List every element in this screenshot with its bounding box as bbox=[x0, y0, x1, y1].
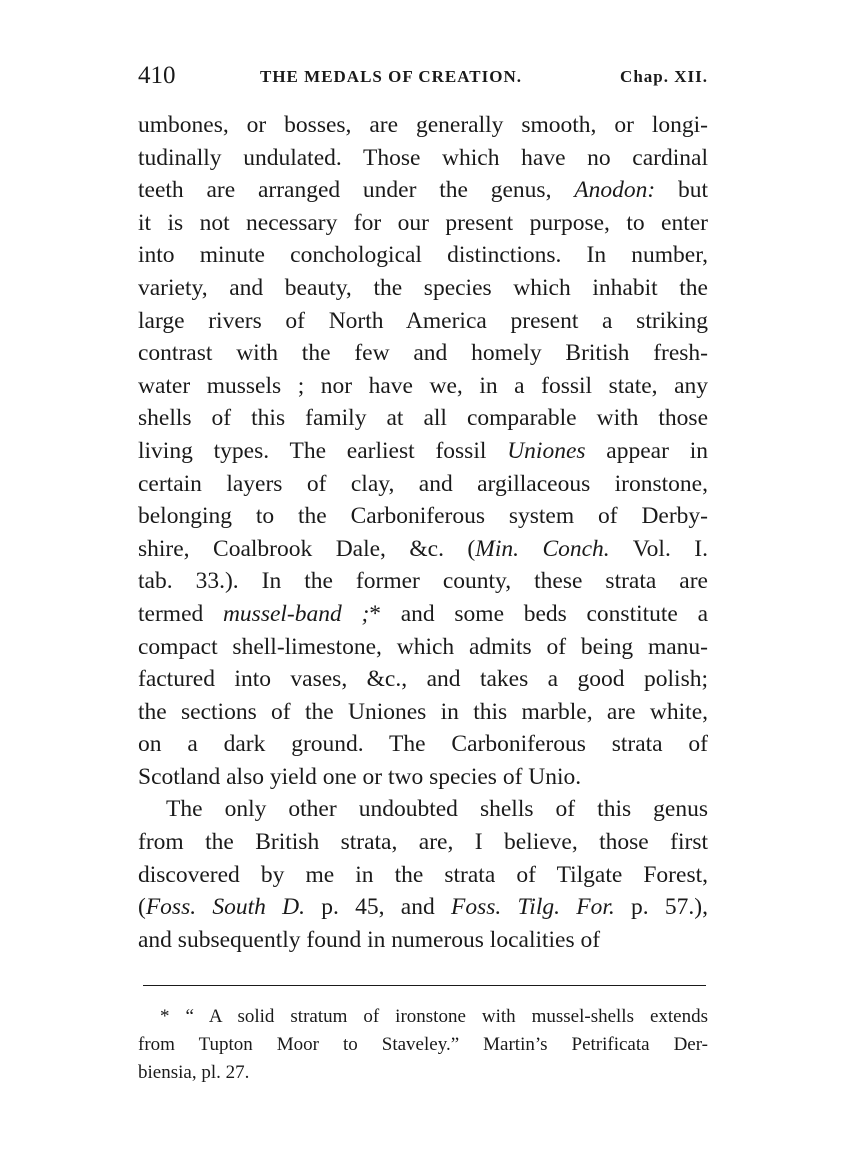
italic-text: Anodon: bbox=[574, 177, 656, 204]
text-segment: the sections of the Uniones in this marble, are white, bbox=[138, 698, 708, 725]
text-segment: umbones, or bosses, are generally smooth, or longi- bbox=[138, 112, 708, 138]
text-segment: belonging to the Carboniferous system of Derby- bbox=[138, 503, 708, 530]
text-segment: into minute conchological distinctions. In number, bbox=[138, 242, 708, 269]
text-segment: p. 45, and bbox=[305, 894, 451, 921]
text-line bbox=[138, 370, 708, 403]
text-line bbox=[138, 663, 708, 696]
text-line bbox=[138, 631, 708, 664]
italic-text: Foss. Tilg. For. bbox=[450, 894, 615, 921]
text-segment: The only other undoubted shells of this genus bbox=[166, 796, 708, 823]
text-segment: and subsequently found in numerous localities of bbox=[138, 926, 601, 953]
footnote-rule bbox=[143, 985, 706, 986]
text-segment: it is not necessary for our present purpose, to enter bbox=[138, 209, 708, 236]
text-line bbox=[138, 174, 708, 207]
footnote-line: biensia, pl. 27. bbox=[138, 1062, 250, 1083]
italic-text: Min. Conch. bbox=[475, 535, 610, 562]
text-segment: variety, and beauty, the species which inhabit the bbox=[138, 274, 708, 301]
chapter-label: Chap. XII. bbox=[620, 67, 708, 86]
text-segment: shire, Coalbrook Dale, &c. ( bbox=[138, 535, 476, 562]
text-segment: factured into vases, &c., and takes a good polish; bbox=[138, 666, 708, 693]
text-segment: certain layers of clay, and argillaceous ironstone, bbox=[138, 470, 708, 497]
text-line bbox=[138, 272, 708, 305]
text-line bbox=[138, 826, 708, 859]
text-segment: on a dark ground. The Carboniferous strata of bbox=[138, 731, 708, 758]
text-line bbox=[138, 435, 708, 468]
text-line bbox=[138, 500, 708, 533]
text-line bbox=[138, 468, 708, 501]
text-line bbox=[138, 859, 708, 892]
text-segment: tudinally undulated. Those which have no cardinal bbox=[138, 144, 708, 171]
text-segment: living types. The earliest fossil bbox=[138, 437, 508, 464]
footnote-line: from Tupton Moor to Staveley.” Martin’s Petrificata Der- bbox=[138, 1034, 708, 1055]
text-segment: discovered by me in the strata of Tilgate Forest, bbox=[138, 861, 708, 888]
text-segment: ( bbox=[138, 894, 146, 921]
text-segment: water mussels ; nor have we, in a fossil state, any bbox=[138, 372, 708, 399]
running-head bbox=[138, 60, 708, 92]
footnote bbox=[138, 1003, 708, 1087]
text-segment: appear in bbox=[585, 437, 709, 464]
text-segment: * and some beds constitute a bbox=[369, 600, 708, 627]
text-line bbox=[138, 207, 708, 240]
text-line bbox=[138, 598, 708, 631]
text-line bbox=[138, 402, 708, 435]
text-line bbox=[138, 239, 708, 272]
italic-text: Foss. South D. bbox=[145, 894, 305, 921]
text-segment: contrast with the few and homely British fresh- bbox=[138, 340, 708, 367]
text-segment: shells of this family at all comparable with those bbox=[138, 405, 708, 432]
text-line bbox=[138, 793, 708, 826]
text-line bbox=[138, 533, 708, 566]
footnote-line: * “ A solid stratum of ironstone with mussel-shells extends bbox=[160, 1006, 708, 1027]
text-line bbox=[138, 337, 708, 370]
text-segment: teeth are arranged under the genus, bbox=[138, 177, 575, 204]
text-segment: compact shell-limestone, which admits of being manu- bbox=[138, 633, 708, 660]
text-segment: Vol. I. bbox=[609, 535, 708, 562]
text-line bbox=[138, 891, 708, 924]
text-segment: but bbox=[655, 177, 708, 204]
running-title: THE MEDALS OF CREATION. bbox=[260, 67, 522, 86]
text-line bbox=[138, 142, 708, 175]
text-segment: from the British strata, are, I believe, those first bbox=[138, 829, 708, 856]
text-segment: tab. 33.). In the former county, these strata are bbox=[138, 568, 708, 595]
text-line bbox=[138, 565, 708, 598]
italic-text: Uniones bbox=[507, 437, 586, 464]
text-line bbox=[138, 761, 708, 794]
italic-text: mussel-band ; bbox=[222, 600, 370, 627]
page-number: 410 bbox=[138, 62, 176, 89]
text-line bbox=[138, 728, 708, 761]
body-text bbox=[138, 109, 708, 956]
text-line bbox=[138, 305, 708, 338]
text-segment: Scotland also yield one or two species of Unio. bbox=[138, 763, 582, 790]
text-segment: p. 57.), bbox=[614, 894, 708, 921]
text-segment: large rivers of North America present a striking bbox=[138, 307, 708, 334]
text-line bbox=[138, 924, 708, 957]
text-line bbox=[138, 696, 708, 729]
text-segment: termed bbox=[138, 600, 223, 627]
text-line bbox=[138, 109, 708, 142]
